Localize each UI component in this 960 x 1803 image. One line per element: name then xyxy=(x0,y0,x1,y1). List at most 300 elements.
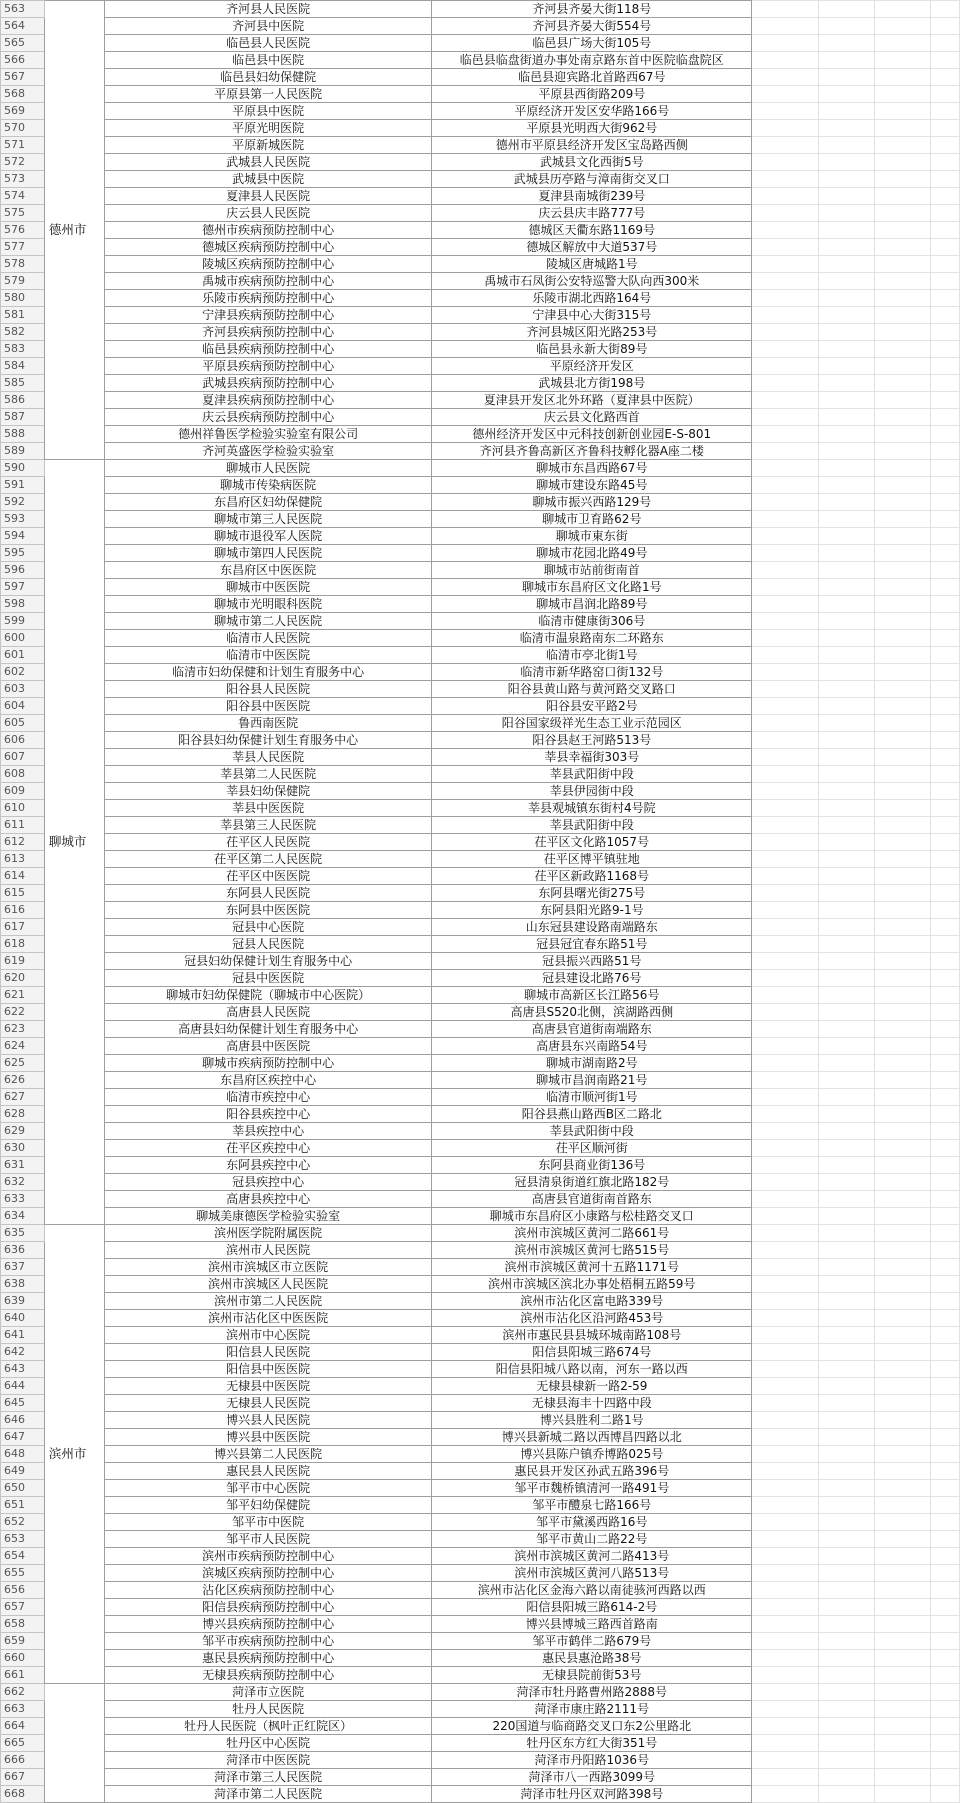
hospital-name-cell[interactable]: 滨州市滨城区市立医院 xyxy=(104,1259,432,1276)
empty-cell[interactable] xyxy=(874,426,930,443)
empty-cell[interactable] xyxy=(752,1582,819,1599)
row-header[interactable]: 607 xyxy=(1,749,45,766)
address-cell[interactable]: 滨州市滨城区黄河八路513号 xyxy=(432,1565,752,1582)
empty-cell[interactable] xyxy=(930,1412,959,1429)
address-cell[interactable]: 临清市新华路窑口街132号 xyxy=(432,664,752,681)
empty-cell[interactable] xyxy=(874,1395,930,1412)
hospital-name-cell[interactable]: 阳谷县中医医院 xyxy=(104,698,432,715)
empty-cell[interactable] xyxy=(874,579,930,596)
address-cell[interactable]: 聊城市高新区长江路56号 xyxy=(432,987,752,1004)
address-cell[interactable]: 聊城市东昌西路67号 xyxy=(432,460,752,477)
empty-cell[interactable] xyxy=(930,494,959,511)
address-cell[interactable]: 齐河县城区阳光路253号 xyxy=(432,324,752,341)
empty-cell[interactable] xyxy=(752,1599,819,1616)
empty-cell[interactable] xyxy=(874,256,930,273)
empty-cell[interactable] xyxy=(930,1650,959,1667)
empty-cell[interactable] xyxy=(819,477,875,494)
empty-cell[interactable] xyxy=(819,613,875,630)
hospital-name-cell[interactable]: 牡丹人民医院 xyxy=(104,1701,432,1718)
hospital-name-cell[interactable]: 邹平市人民医院 xyxy=(104,1531,432,1548)
empty-cell[interactable] xyxy=(819,528,875,545)
empty-cell[interactable] xyxy=(752,1769,819,1786)
empty-cell[interactable] xyxy=(819,1769,875,1786)
empty-cell[interactable] xyxy=(752,171,819,188)
empty-cell[interactable] xyxy=(819,392,875,409)
empty-cell[interactable] xyxy=(930,902,959,919)
empty-cell[interactable] xyxy=(819,69,875,86)
hospital-name-cell[interactable]: 临清市人民医院 xyxy=(104,630,432,647)
empty-cell[interactable] xyxy=(930,1038,959,1055)
row-header[interactable]: 638 xyxy=(1,1276,45,1293)
empty-cell[interactable] xyxy=(874,1548,930,1565)
row-header[interactable]: 635 xyxy=(1,1225,45,1242)
empty-cell[interactable] xyxy=(819,834,875,851)
empty-cell[interactable] xyxy=(819,902,875,919)
empty-cell[interactable] xyxy=(752,732,819,749)
empty-cell[interactable] xyxy=(819,1412,875,1429)
empty-cell[interactable] xyxy=(874,205,930,222)
row-header[interactable]: 631 xyxy=(1,1157,45,1174)
row-header[interactable]: 605 xyxy=(1,715,45,732)
empty-cell[interactable] xyxy=(752,1361,819,1378)
row-header[interactable]: 634 xyxy=(1,1208,45,1225)
address-cell[interactable]: 聊城市振兴西路129号 xyxy=(432,494,752,511)
empty-cell[interactable] xyxy=(930,1140,959,1157)
empty-cell[interactable] xyxy=(930,154,959,171)
empty-cell[interactable] xyxy=(930,290,959,307)
hospital-name-cell[interactable]: 德州祥鲁医学检验实验室有限公司 xyxy=(104,426,432,443)
empty-cell[interactable] xyxy=(874,375,930,392)
empty-cell[interactable] xyxy=(930,698,959,715)
hospital-name-cell[interactable]: 滨州市滨城区人民医院 xyxy=(104,1276,432,1293)
empty-cell[interactable] xyxy=(930,1446,959,1463)
empty-cell[interactable] xyxy=(819,1,875,18)
empty-cell[interactable] xyxy=(752,188,819,205)
empty-cell[interactable] xyxy=(930,1684,959,1701)
empty-cell[interactable] xyxy=(819,1191,875,1208)
row-header[interactable]: 568 xyxy=(1,86,45,103)
empty-cell[interactable] xyxy=(819,205,875,222)
row-header[interactable]: 642 xyxy=(1,1344,45,1361)
empty-cell[interactable] xyxy=(752,1514,819,1531)
empty-cell[interactable] xyxy=(874,324,930,341)
empty-cell[interactable] xyxy=(930,817,959,834)
empty-cell[interactable] xyxy=(819,1667,875,1684)
row-header[interactable]: 626 xyxy=(1,1072,45,1089)
empty-cell[interactable] xyxy=(874,1616,930,1633)
row-header[interactable]: 625 xyxy=(1,1055,45,1072)
empty-cell[interactable] xyxy=(930,953,959,970)
empty-cell[interactable] xyxy=(874,239,930,256)
empty-cell[interactable] xyxy=(819,86,875,103)
hospital-name-cell[interactable]: 齐河县人民医院 xyxy=(104,1,432,18)
empty-cell[interactable] xyxy=(930,1548,959,1565)
hospital-name-cell[interactable]: 高唐县妇幼保健计划生育服务中心 xyxy=(104,1021,432,1038)
row-header[interactable]: 661 xyxy=(1,1667,45,1684)
empty-cell[interactable] xyxy=(930,103,959,120)
empty-cell[interactable] xyxy=(874,1072,930,1089)
empty-cell[interactable] xyxy=(874,1157,930,1174)
empty-cell[interactable] xyxy=(819,562,875,579)
empty-cell[interactable] xyxy=(819,1089,875,1106)
empty-cell[interactable] xyxy=(819,596,875,613)
address-cell[interactable]: 邹平市魏桥镇清河一路491号 xyxy=(432,1480,752,1497)
empty-cell[interactable] xyxy=(819,1565,875,1582)
hospital-name-cell[interactable]: 临邑县疾病预防控制中心 xyxy=(104,341,432,358)
address-cell[interactable]: 德城区天衢东路1169号 xyxy=(432,222,752,239)
empty-cell[interactable] xyxy=(930,596,959,613)
empty-cell[interactable] xyxy=(874,1276,930,1293)
empty-cell[interactable] xyxy=(874,1242,930,1259)
row-header[interactable]: 654 xyxy=(1,1548,45,1565)
empty-cell[interactable] xyxy=(874,392,930,409)
empty-cell[interactable] xyxy=(874,1412,930,1429)
empty-cell[interactable] xyxy=(752,1429,819,1446)
empty-cell[interactable] xyxy=(819,1276,875,1293)
hospital-name-cell[interactable]: 乐陵市疾病预防控制中心 xyxy=(104,290,432,307)
hospital-name-cell[interactable]: 东昌府区疾控中心 xyxy=(104,1072,432,1089)
empty-cell[interactable] xyxy=(930,732,959,749)
hospital-name-cell[interactable]: 莘县第三人民医院 xyxy=(104,817,432,834)
empty-cell[interactable] xyxy=(752,1378,819,1395)
address-cell[interactable]: 邹平市黛溪西路16号 xyxy=(432,1514,752,1531)
empty-cell[interactable] xyxy=(819,749,875,766)
hospital-name-cell[interactable]: 齐河县疾病预防控制中心 xyxy=(104,324,432,341)
empty-cell[interactable] xyxy=(819,1123,875,1140)
row-header[interactable]: 620 xyxy=(1,970,45,987)
row-header[interactable]: 565 xyxy=(1,35,45,52)
hospital-name-cell[interactable]: 鲁西南医院 xyxy=(104,715,432,732)
empty-cell[interactable] xyxy=(930,188,959,205)
empty-cell[interactable] xyxy=(752,783,819,800)
address-cell[interactable]: 山东冠县建设路南端路东 xyxy=(432,919,752,936)
empty-cell[interactable] xyxy=(819,1055,875,1072)
empty-cell[interactable] xyxy=(874,1310,930,1327)
empty-cell[interactable] xyxy=(752,579,819,596)
city-cell[interactable]: 聊城市 xyxy=(44,460,104,1225)
empty-cell[interactable] xyxy=(930,834,959,851)
address-cell[interactable]: 莘县武阳街中段 xyxy=(432,817,752,834)
row-header[interactable]: 630 xyxy=(1,1140,45,1157)
hospital-name-cell[interactable]: 高唐县人民医院 xyxy=(104,1004,432,1021)
empty-cell[interactable] xyxy=(930,18,959,35)
address-cell[interactable]: 聊城市昌润南路21号 xyxy=(432,1072,752,1089)
address-cell[interactable]: 惠民县惠沧路38号 xyxy=(432,1650,752,1667)
address-cell[interactable]: 平原经济开发区安华路166号 xyxy=(432,103,752,120)
empty-cell[interactable] xyxy=(874,732,930,749)
empty-cell[interactable] xyxy=(874,953,930,970)
hospital-name-cell[interactable]: 夏津县疾病预防控制中心 xyxy=(104,392,432,409)
row-header[interactable]: 595 xyxy=(1,545,45,562)
empty-cell[interactable] xyxy=(874,919,930,936)
row-header[interactable]: 572 xyxy=(1,154,45,171)
empty-cell[interactable] xyxy=(819,1786,875,1803)
address-cell[interactable]: 惠民县开发区孙武五路396号 xyxy=(432,1463,752,1480)
empty-cell[interactable] xyxy=(930,1395,959,1412)
empty-cell[interactable] xyxy=(819,1446,875,1463)
row-header[interactable]: 586 xyxy=(1,392,45,409)
row-header[interactable]: 577 xyxy=(1,239,45,256)
empty-cell[interactable] xyxy=(874,35,930,52)
empty-cell[interactable] xyxy=(874,1140,930,1157)
address-cell[interactable]: 牡丹区东方红大街351号 xyxy=(432,1735,752,1752)
empty-cell[interactable] xyxy=(819,511,875,528)
empty-cell[interactable] xyxy=(874,443,930,460)
empty-cell[interactable] xyxy=(874,1718,930,1735)
empty-cell[interactable] xyxy=(819,1293,875,1310)
row-header[interactable]: 643 xyxy=(1,1361,45,1378)
empty-cell[interactable] xyxy=(930,1276,959,1293)
empty-cell[interactable] xyxy=(930,800,959,817)
empty-cell[interactable] xyxy=(819,1140,875,1157)
row-header[interactable]: 648 xyxy=(1,1446,45,1463)
empty-cell[interactable] xyxy=(874,137,930,154)
empty-cell[interactable] xyxy=(874,1,930,18)
empty-cell[interactable] xyxy=(930,35,959,52)
empty-cell[interactable] xyxy=(930,86,959,103)
address-cell[interactable]: 冠县冠宜春东路51号 xyxy=(432,936,752,953)
empty-cell[interactable] xyxy=(874,1667,930,1684)
address-cell[interactable]: 滨州市沾化区富电路339号 xyxy=(432,1293,752,1310)
empty-cell[interactable] xyxy=(930,1429,959,1446)
empty-cell[interactable] xyxy=(874,1327,930,1344)
row-header[interactable]: 632 xyxy=(1,1174,45,1191)
empty-cell[interactable] xyxy=(874,69,930,86)
row-header[interactable]: 629 xyxy=(1,1123,45,1140)
empty-cell[interactable] xyxy=(874,18,930,35)
empty-cell[interactable] xyxy=(819,1735,875,1752)
city-cell[interactable]: 滨州市 xyxy=(44,1225,104,1684)
row-header[interactable]: 656 xyxy=(1,1582,45,1599)
empty-cell[interactable] xyxy=(752,970,819,987)
hospital-name-cell[interactable]: 茌平区疾控中心 xyxy=(104,1140,432,1157)
address-cell[interactable]: 220国道与临商路交叉口东2公里路北 xyxy=(432,1718,752,1735)
empty-cell[interactable] xyxy=(874,817,930,834)
hospital-name-cell[interactable]: 邹平妇幼保健院 xyxy=(104,1497,432,1514)
address-cell[interactable]: 滨州市滨城区滨北办事处梧桐五路59号 xyxy=(432,1276,752,1293)
empty-cell[interactable] xyxy=(752,86,819,103)
empty-cell[interactable] xyxy=(752,1123,819,1140)
empty-cell[interactable] xyxy=(752,681,819,698)
empty-cell[interactable] xyxy=(752,409,819,426)
empty-cell[interactable] xyxy=(874,1191,930,1208)
empty-cell[interactable] xyxy=(819,52,875,69)
empty-cell[interactable] xyxy=(930,1157,959,1174)
address-cell[interactable]: 阳谷国家级祥光生态工业示范园区 xyxy=(432,715,752,732)
row-header[interactable]: 604 xyxy=(1,698,45,715)
row-header[interactable]: 587 xyxy=(1,409,45,426)
empty-cell[interactable] xyxy=(752,1140,819,1157)
row-header[interactable]: 567 xyxy=(1,69,45,86)
empty-cell[interactable] xyxy=(874,1174,930,1191)
empty-cell[interactable] xyxy=(752,919,819,936)
hospital-name-cell[interactable]: 博兴县疾病预防控制中心 xyxy=(104,1616,432,1633)
row-header[interactable]: 628 xyxy=(1,1106,45,1123)
empty-cell[interactable] xyxy=(874,341,930,358)
empty-cell[interactable] xyxy=(874,1106,930,1123)
empty-cell[interactable] xyxy=(752,1191,819,1208)
row-header[interactable]: 639 xyxy=(1,1293,45,1310)
row-header[interactable]: 652 xyxy=(1,1514,45,1531)
address-cell[interactable]: 莘县观城镇东街村4号院 xyxy=(432,800,752,817)
empty-cell[interactable] xyxy=(819,800,875,817)
address-cell[interactable]: 平原经济开发区 xyxy=(432,358,752,375)
empty-cell[interactable] xyxy=(752,1531,819,1548)
row-header[interactable]: 615 xyxy=(1,885,45,902)
address-cell[interactable]: 聊城市站前街南首 xyxy=(432,562,752,579)
address-cell[interactable]: 临清市健康街306号 xyxy=(432,613,752,630)
empty-cell[interactable] xyxy=(819,1225,875,1242)
address-cell[interactable]: 博兴县陈户镇乔博路025号 xyxy=(432,1446,752,1463)
empty-cell[interactable] xyxy=(874,1650,930,1667)
hospital-name-cell[interactable]: 博兴县中医医院 xyxy=(104,1429,432,1446)
empty-cell[interactable] xyxy=(752,1310,819,1327)
empty-cell[interactable] xyxy=(752,1072,819,1089)
row-header[interactable]: 588 xyxy=(1,426,45,443)
row-header[interactable]: 612 xyxy=(1,834,45,851)
row-header[interactable]: 618 xyxy=(1,936,45,953)
empty-cell[interactable] xyxy=(819,1106,875,1123)
address-cell[interactable]: 茌平区新政路1168号 xyxy=(432,868,752,885)
empty-cell[interactable] xyxy=(930,1378,959,1395)
hospital-name-cell[interactable]: 邹平市中医院 xyxy=(104,1514,432,1531)
empty-cell[interactable] xyxy=(930,1701,959,1718)
address-cell[interactable]: 邹平市醴泉七路166号 xyxy=(432,1497,752,1514)
empty-cell[interactable] xyxy=(874,1582,930,1599)
address-cell[interactable]: 邹平市黄山二路22号 xyxy=(432,1531,752,1548)
empty-cell[interactable] xyxy=(752,630,819,647)
empty-cell[interactable] xyxy=(819,698,875,715)
row-header[interactable]: 593 xyxy=(1,511,45,528)
address-cell[interactable]: 庆云县文化路西首 xyxy=(432,409,752,426)
row-header[interactable]: 581 xyxy=(1,307,45,324)
empty-cell[interactable] xyxy=(752,1548,819,1565)
empty-cell[interactable] xyxy=(930,1531,959,1548)
address-cell[interactable]: 高唐县东兴南路54号 xyxy=(432,1038,752,1055)
empty-cell[interactable] xyxy=(752,307,819,324)
empty-cell[interactable] xyxy=(930,273,959,290)
row-header[interactable]: 574 xyxy=(1,188,45,205)
empty-cell[interactable] xyxy=(874,52,930,69)
empty-cell[interactable] xyxy=(752,52,819,69)
empty-cell[interactable] xyxy=(819,766,875,783)
row-header[interactable]: 633 xyxy=(1,1191,45,1208)
empty-cell[interactable] xyxy=(930,1582,959,1599)
empty-cell[interactable] xyxy=(930,885,959,902)
empty-cell[interactable] xyxy=(874,1038,930,1055)
empty-cell[interactable] xyxy=(930,460,959,477)
empty-cell[interactable] xyxy=(930,1497,959,1514)
empty-cell[interactable] xyxy=(930,1769,959,1786)
address-cell[interactable]: 高唐县官道街南端路东 xyxy=(432,1021,752,1038)
empty-cell[interactable] xyxy=(752,392,819,409)
empty-cell[interactable] xyxy=(874,409,930,426)
address-cell[interactable]: 东阿县曙光街275号 xyxy=(432,885,752,902)
row-header[interactable]: 575 xyxy=(1,205,45,222)
empty-cell[interactable] xyxy=(752,1463,819,1480)
row-header[interactable]: 564 xyxy=(1,18,45,35)
hospital-name-cell[interactable]: 东昌府区妇幼保健院 xyxy=(104,494,432,511)
row-header[interactable]: 622 xyxy=(1,1004,45,1021)
empty-cell[interactable] xyxy=(752,1752,819,1769)
empty-cell[interactable] xyxy=(930,392,959,409)
empty-cell[interactable] xyxy=(819,1514,875,1531)
row-header[interactable]: 569 xyxy=(1,103,45,120)
empty-cell[interactable] xyxy=(752,953,819,970)
empty-cell[interactable] xyxy=(819,375,875,392)
empty-cell[interactable] xyxy=(819,1463,875,1480)
address-cell[interactable]: 聊城市东昌府区小康路与松桂路交叉口 xyxy=(432,1208,752,1225)
hospital-name-cell[interactable]: 平原县第一人民医院 xyxy=(104,86,432,103)
empty-cell[interactable] xyxy=(819,460,875,477)
empty-cell[interactable] xyxy=(819,664,875,681)
hospital-name-cell[interactable]: 滨州医学院附属医院 xyxy=(104,1225,432,1242)
address-cell[interactable]: 阳信县阳城八路以南，河东一路以西 xyxy=(432,1361,752,1378)
empty-cell[interactable] xyxy=(930,1310,959,1327)
empty-cell[interactable] xyxy=(930,137,959,154)
address-cell[interactable]: 临邑县迎宾路北首路西67号 xyxy=(432,69,752,86)
empty-cell[interactable] xyxy=(819,1684,875,1701)
row-header[interactable]: 563 xyxy=(1,1,45,18)
row-header[interactable]: 602 xyxy=(1,664,45,681)
address-cell[interactable]: 莘县幸福街303号 xyxy=(432,749,752,766)
empty-cell[interactable] xyxy=(874,749,930,766)
empty-cell[interactable] xyxy=(819,1497,875,1514)
empty-cell[interactable] xyxy=(874,545,930,562)
address-cell[interactable]: 滨州市滨城区黄河二路661号 xyxy=(432,1225,752,1242)
empty-cell[interactable] xyxy=(819,1616,875,1633)
row-header[interactable]: 583 xyxy=(1,341,45,358)
empty-cell[interactable] xyxy=(874,1429,930,1446)
empty-cell[interactable] xyxy=(819,1701,875,1718)
row-header[interactable]: 610 xyxy=(1,800,45,817)
empty-cell[interactable] xyxy=(752,460,819,477)
empty-cell[interactable] xyxy=(819,885,875,902)
hospital-name-cell[interactable]: 夏津县人民医院 xyxy=(104,188,432,205)
empty-cell[interactable] xyxy=(819,817,875,834)
empty-cell[interactable] xyxy=(752,1089,819,1106)
empty-cell[interactable] xyxy=(874,868,930,885)
empty-cell[interactable] xyxy=(819,1208,875,1225)
hospital-name-cell[interactable]: 冠县妇幼保健计划生育服务中心 xyxy=(104,953,432,970)
address-cell[interactable]: 德州经济开发区中元科技创新创业园E-S-801 xyxy=(432,426,752,443)
empty-cell[interactable] xyxy=(819,868,875,885)
address-cell[interactable]: 聊城市昌润北路89号 xyxy=(432,596,752,613)
hospital-name-cell[interactable]: 临邑县中医院 xyxy=(104,52,432,69)
row-header[interactable]: 644 xyxy=(1,1378,45,1395)
empty-cell[interactable] xyxy=(874,290,930,307)
row-header[interactable]: 641 xyxy=(1,1327,45,1344)
address-cell[interactable]: 冠县建设北路76号 xyxy=(432,970,752,987)
empty-cell[interactable] xyxy=(752,1259,819,1276)
address-cell[interactable]: 冠县振兴西路51号 xyxy=(432,953,752,970)
hospital-name-cell[interactable]: 禹城市疾病预防控制中心 xyxy=(104,273,432,290)
row-header[interactable]: 636 xyxy=(1,1242,45,1259)
empty-cell[interactable] xyxy=(930,171,959,188)
address-cell[interactable]: 聊城市花园北路49号 xyxy=(432,545,752,562)
address-cell[interactable]: 博兴县新城二路以西博昌四路以北 xyxy=(432,1429,752,1446)
address-cell[interactable]: 齐河县齐鲁高新区齐鲁科技孵化器A座二楼 xyxy=(432,443,752,460)
hospital-name-cell[interactable]: 阳信县中医医院 xyxy=(104,1361,432,1378)
empty-cell[interactable] xyxy=(819,103,875,120)
row-header[interactable]: 662 xyxy=(1,1684,45,1701)
empty-cell[interactable] xyxy=(930,1752,959,1769)
empty-cell[interactable] xyxy=(930,1344,959,1361)
empty-cell[interactable] xyxy=(930,1,959,18)
row-header[interactable]: 647 xyxy=(1,1429,45,1446)
empty-cell[interactable] xyxy=(874,1055,930,1072)
address-cell[interactable]: 菏泽市牡丹路曹州路2888号 xyxy=(432,1684,752,1701)
